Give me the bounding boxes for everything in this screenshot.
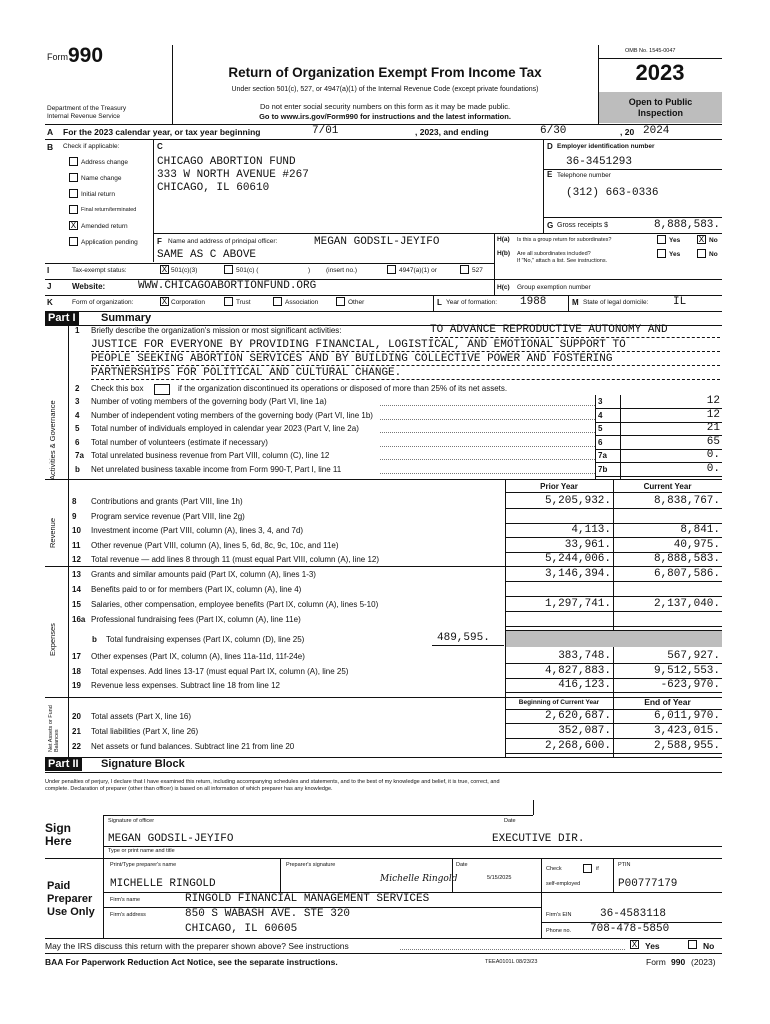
section-g-label: G xyxy=(547,221,554,230)
side-net-assets: Net Assets or Fund Balances xyxy=(48,705,60,752)
discontinued-checkbox[interactable] xyxy=(154,384,170,395)
prior-year-value: 4,827,883. xyxy=(544,664,611,677)
mission-line-3: PEOPLE SEEKING ABORTION SERVICES AND BY BUILDING COLLECTIVE POWER AND FOSTERING xyxy=(91,353,613,365)
part1-label: Part I xyxy=(45,312,79,325)
gov-line-value: 12 xyxy=(706,408,720,421)
mission-line-2: JUSTICE FOR EVERYONE BY PROVIDING FINANCIAL, LOGISTICAL, AND EMOTIONAL SUPPORT TO xyxy=(91,339,626,351)
application-pending-label: Application pending xyxy=(81,239,138,246)
col-beginning: Beginning of Current Year xyxy=(518,699,600,706)
firm-address-2: CHICAGO, IL 60605 xyxy=(185,923,298,935)
amended-return-checkbox[interactable]: X xyxy=(70,221,77,231)
gross-receipts-value: 8,888,583. xyxy=(653,219,720,231)
ha-yes-label: Yes xyxy=(669,237,681,244)
gov-line-leader xyxy=(380,473,595,474)
gov-line-text: Total number of individuals employed in calendar year 2023 (Part V, line 2a) xyxy=(91,424,359,433)
website-value: WWW.CHICAGOABORTIONFUND.ORG xyxy=(138,280,317,292)
line-a-mid: , 2023, and ending xyxy=(415,127,489,137)
money-line-text: Other revenue (Part VIII, column (A), lines 5, 6d, 8c, 9c, 10c, and 11e) xyxy=(91,540,339,550)
gov-line-num: 4 xyxy=(75,410,80,420)
preparer-name: MICHELLE RINGOLD xyxy=(110,878,216,890)
gov-line-value: 65 xyxy=(706,435,720,448)
discuss-no-checkbox[interactable] xyxy=(688,940,697,949)
here-label: Here xyxy=(45,834,72,848)
line16b-text: Total fundraising expenses (Part IX, column (D), line 25) xyxy=(106,635,305,644)
money-line-num: 22 xyxy=(72,742,81,751)
gov-line-value: 0. xyxy=(706,462,720,475)
section-b-title: Check if applicable: xyxy=(63,143,120,150)
omb-number: OMB No. 1545-0047 xyxy=(625,48,676,54)
discuss-question: May the IRS discuss this return with the preparer shown above? See instructions xyxy=(45,941,349,951)
prior-year-value: 2,620,687. xyxy=(544,710,611,722)
gov-line-leader xyxy=(380,459,595,460)
line-k-label: K xyxy=(47,298,53,307)
open-public-1: Open to Public xyxy=(628,97,693,107)
money-line-text: Grants and similar amounts paid (Part IX, column (A), lines 1-3) xyxy=(91,570,316,579)
officer-print-name: MEGAN GODSIL-JEYIFO xyxy=(108,833,234,845)
year-formation-title: Year of formation: xyxy=(446,299,498,306)
phone-no-label: Phone no. xyxy=(546,928,572,934)
col-end-year: End of Year xyxy=(644,697,691,707)
gov-line-text: Net unrelated business taxable income from Form 990-T, Part I, line 11 xyxy=(91,464,342,474)
phone-title: Telephone number xyxy=(557,172,611,179)
section-f-label: F xyxy=(157,237,162,246)
ha-label: H(a) xyxy=(497,236,510,243)
hb-label: H(b) xyxy=(497,250,510,257)
org-address1: 333 W NORTH AVENUE #267 xyxy=(157,169,309,181)
self-employed-checkbox[interactable] xyxy=(583,864,592,873)
gov-line-value: 0. xyxy=(706,449,720,461)
org-name: CHICAGO ABORTION FUND xyxy=(157,156,296,168)
part2-title: Signature Block xyxy=(101,758,185,770)
money-line-rule xyxy=(505,508,722,509)
preparer-ptin: P00777179 xyxy=(618,878,678,890)
current-year-value: 40,975. xyxy=(673,538,720,551)
form-title: Return of Organization Exempt From Income Tax xyxy=(228,65,542,80)
ein-value: 36-3451293 xyxy=(566,156,633,168)
line1-num: 1 xyxy=(75,326,80,335)
ein-title: Employer identification number xyxy=(557,143,655,150)
tax-year-end: 6/30 xyxy=(540,125,567,137)
money-line-text: Program service revenue (Part VIII, line 2g) xyxy=(91,511,245,521)
money-line-rule xyxy=(505,611,722,612)
instructions-notice: Go to www.irs.gov/Form990 for instructions and the latest information. xyxy=(259,112,511,121)
domicile-title: State of legal domicile: xyxy=(583,299,649,306)
discuss-yes-checkbox[interactable]: X xyxy=(631,940,638,950)
other-label: Other xyxy=(348,299,365,306)
line-a-20: , 20 xyxy=(620,127,635,137)
section-e-label: E xyxy=(547,170,553,179)
gov-line-num: 3 xyxy=(75,397,80,406)
line-j-label: J xyxy=(47,282,52,291)
firm-name-label: Firm's name xyxy=(110,897,141,903)
part1-title: Summary xyxy=(101,312,152,324)
tax-exempt-title: Tax-exempt status: xyxy=(72,267,127,274)
hc-label: H(c) xyxy=(497,284,510,291)
gov-line-box: 6 xyxy=(598,437,603,447)
money-line-text: Contributions and grants (Part VIII, line 1h) xyxy=(91,497,243,506)
hb-no-label: No xyxy=(709,251,718,258)
money-line-text: Total assets (Part X, line 16) xyxy=(91,712,192,721)
gov-line-text: Number of voting members of the governing body (Part VI, line 1a) xyxy=(91,397,327,406)
prior-year-value: 416,123. xyxy=(558,679,611,691)
current-year-value: -623,970. xyxy=(660,679,720,691)
gov-line-leader xyxy=(380,405,595,406)
gov-line-box: 3 xyxy=(598,397,603,406)
money-line-text: Total liabilities (Part X, line 26) xyxy=(91,727,199,736)
preparer-date-label: Date xyxy=(456,862,468,868)
money-line-num: 14 xyxy=(72,585,81,594)
corporation-checkbox[interactable]: X xyxy=(161,297,168,307)
website-title: Website: xyxy=(72,282,106,291)
form-subtitle: Under section 501(c), 527, or 4947(a)(1) of the Internal Revenue Code (except private foundations) xyxy=(231,86,539,93)
initial-return-checkbox[interactable] xyxy=(69,189,78,198)
mission-line-4: PARTNERSHIPS FOR POLITICAL AND CULTURAL CHANGE. xyxy=(91,367,402,379)
money-line-num: 21 xyxy=(72,727,81,736)
preparer-label: Preparer xyxy=(47,893,93,905)
current-year-value: 6,807,586. xyxy=(653,568,720,580)
hb-yes-label: Yes xyxy=(669,251,681,258)
firm-name: RINGOLD FINANCIAL MANAGEMENT SERVICES xyxy=(185,893,430,905)
prior-year-value: 352,087. xyxy=(558,725,611,737)
check-label: Check xyxy=(546,866,562,872)
section-c-label: C xyxy=(157,142,163,151)
money-line-num: 8 xyxy=(72,497,77,506)
gov-line-box: 5 xyxy=(598,424,603,433)
baa-notice: BAA For Paperwork Reduction Act Notice, see the separate instructions. xyxy=(45,957,338,967)
officer-address: SAME AS C ABOVE xyxy=(157,249,257,261)
gov-line-num: 7a xyxy=(75,451,84,460)
4947-label: 4947(a)(1) or xyxy=(399,267,437,274)
line2-text-a: Check this box xyxy=(91,384,144,393)
officer-print-title: EXECUTIVE DIR. xyxy=(492,833,585,845)
officer-name: MEGAN GODSIL-JEYIFO xyxy=(314,236,440,248)
firm-ein: 36-4583118 xyxy=(600,908,667,920)
form-word: Form xyxy=(47,52,68,62)
corporation-label: Corporation xyxy=(171,299,205,306)
gov-line-value: 12 xyxy=(706,395,720,407)
current-year-value: 3,423,015. xyxy=(653,725,720,737)
money-line-text: Professional fundraising fees (Part IX, column (A), line 11e) xyxy=(91,615,301,624)
money-line-num: 19 xyxy=(72,681,81,690)
ptin-label: PTIN xyxy=(618,862,631,868)
line-i-label: I xyxy=(47,266,50,275)
col-prior-year: Prior Year xyxy=(540,482,578,491)
amended-return-label: Amended return xyxy=(81,223,128,230)
org-address2: CHICAGO, IL 60610 xyxy=(157,182,270,194)
501c-label: 501(c) ( xyxy=(236,267,259,274)
gov-line-box: 7a xyxy=(598,451,607,460)
final-return-checkbox[interactable] xyxy=(69,205,78,214)
money-line-num: 17 xyxy=(72,652,81,661)
prior-year-value: 4,113. xyxy=(571,524,611,536)
initial-return-label: Initial return xyxy=(81,191,115,198)
gov-line-text: Number of independent voting members of the governing body (Part VI, line 1b) xyxy=(91,410,373,420)
preparer-sig-label: Preparer's signature xyxy=(286,862,336,868)
current-year-value: 2,588,955. xyxy=(653,740,720,752)
firm-address-1: 850 S WABASH AVE. STE 320 xyxy=(185,908,351,920)
prior-year-value: 5,244,006. xyxy=(544,553,611,565)
line2-text-b: if the organization discontinued its operations or disposed of more than 25% of its net assets. xyxy=(178,384,508,393)
gov-line-box: 4 xyxy=(598,410,603,420)
money-line-text: Revenue less expenses. Subtract line 18 from line 12 xyxy=(91,681,280,690)
domicile-value: IL xyxy=(673,296,687,308)
501c3-label: 501(c)(3) xyxy=(171,267,198,274)
gov-line-text: Total number of volunteers (estimate if necessary) xyxy=(91,437,268,447)
501c-close: ) xyxy=(308,267,311,274)
money-line-num: 20 xyxy=(72,712,81,721)
line16b-num: b xyxy=(92,635,97,644)
gov-col-rule xyxy=(620,395,621,479)
gov-line-box: 7b xyxy=(598,464,608,474)
firm-phone: 708-478-5850 xyxy=(590,923,670,935)
current-year-value: 6,011,970. xyxy=(653,710,720,722)
side-activities: Activities & Governance xyxy=(48,400,57,480)
line1-text: Briefly describe the organization's mission or most significant activities: xyxy=(91,326,342,335)
side-revenue: Revenue xyxy=(48,517,57,548)
ha-no-checkbox[interactable]: X xyxy=(698,235,705,245)
line-a-text: For the 2023 calendar year, or tax year beginning xyxy=(63,127,261,137)
4947-checkbox[interactable] xyxy=(387,265,396,274)
use-only-label: Use Only xyxy=(47,906,95,918)
line-m-label: M xyxy=(572,298,579,307)
gov-line-text: Total unrelated business revenue from Part VIII, column (C), line 12 xyxy=(91,451,330,460)
money-line-num: 11 xyxy=(72,540,81,550)
money-line-text: Salaries, other compensation, employee benefits (Part IX, column (A), lines 5-10) xyxy=(91,600,379,609)
footer-form-label: Form xyxy=(646,957,666,967)
hb-text1: Are all subordinates included? xyxy=(517,251,591,257)
penalty-line-1: Under penalties of perjury, I declare that I have examined this return, including accompanying schedules and statements, and to the best of my knowledge and belief, it is true, correct, and xyxy=(45,779,500,785)
current-year-value: 9,512,553. xyxy=(653,664,720,677)
money-line-num: 10 xyxy=(72,526,81,535)
if-label: if xyxy=(596,866,599,872)
gov-line-rule xyxy=(595,476,722,477)
open-public-2: Inspection xyxy=(637,108,683,118)
col-current-year: Current Year xyxy=(643,482,692,491)
prior-year-value: 2,268,600. xyxy=(544,740,611,752)
money-line-text: Total expenses. Add lines 13-17 (must equal Part IX, column (A), line 25) xyxy=(91,666,349,676)
current-year-value: 8,888,583. xyxy=(653,553,720,565)
501c3-checkbox[interactable]: X xyxy=(161,265,168,275)
section-d-label: D xyxy=(547,142,553,151)
gov-line-leader xyxy=(380,419,595,420)
prior-year-value: 3,146,394. xyxy=(544,568,611,580)
money-line-text: Investment income (Part VIII, column (A), lines 3, 4, and 7d) xyxy=(91,526,304,535)
money-line-num: 16a xyxy=(72,615,86,624)
address-change-checkbox[interactable] xyxy=(69,157,78,166)
money-line-num: 13 xyxy=(72,570,81,579)
form-number: 990 xyxy=(68,44,104,67)
tax-year-begin: 7/01 xyxy=(312,125,339,137)
preparer-signature: Michelle Ringold xyxy=(380,874,458,884)
discuss-yes-label: Yes xyxy=(645,941,660,951)
self-employed-label: self-employed xyxy=(546,881,581,887)
money-line-num: 12 xyxy=(72,555,81,564)
money-line-rule xyxy=(505,753,722,754)
sig-date-label: Date xyxy=(504,818,516,824)
hb-yes-checkbox[interactable] xyxy=(657,249,666,258)
line2-num: 2 xyxy=(75,384,80,393)
current-year-value: 8,838,767. xyxy=(653,495,720,507)
firm-ein-label: Firm's EIN xyxy=(546,912,572,918)
money-line-num: 15 xyxy=(72,600,81,609)
money-line-text: Benefits paid to or for members (Part IX, column (A), line 4) xyxy=(91,585,302,594)
ha-no-label: No xyxy=(709,237,718,244)
current-year-value: 8,841. xyxy=(680,524,720,536)
penalty-line-2: complete. Declaration of preparer (other than officer) is based on all information of which preparer has any knowledge. xyxy=(45,786,333,792)
application-pending-checkbox[interactable] xyxy=(69,237,78,246)
year-formation-value: 1988 xyxy=(520,296,547,308)
ha-text: Is this a group return for subordinates? xyxy=(517,237,612,243)
type-name-label: Type or print name and title xyxy=(108,848,175,854)
form-code: TEEA0101L 08/23/23 xyxy=(485,959,538,965)
gov-line-num: b xyxy=(75,464,80,474)
section-b-label: B xyxy=(47,142,54,152)
trust-label: Trust xyxy=(236,299,251,306)
gov-line-leader xyxy=(380,446,595,447)
association-checkbox[interactable] xyxy=(273,297,282,306)
money-line-rule xyxy=(505,738,722,739)
money-line-rule xyxy=(505,723,722,724)
discuss-no-label: No xyxy=(703,941,715,951)
money-line-num: 9 xyxy=(72,511,77,521)
firm-address-label: Firm's address xyxy=(110,912,146,918)
money-line-rule xyxy=(505,626,722,627)
ssn-notice: Do not enter social security numbers on this form as it may be made public. xyxy=(259,102,511,111)
current-year-value: 2,137,040. xyxy=(653,598,720,610)
sign-label: Sign xyxy=(45,821,71,835)
gov-line-leader xyxy=(380,432,595,433)
form-org-title: Form of organization: xyxy=(72,299,134,306)
prior-year-value: 5,205,932. xyxy=(544,495,611,507)
gov-line-value: 21 xyxy=(706,422,720,434)
money-line-rule xyxy=(505,581,722,582)
address-change-label: Address change xyxy=(81,159,128,166)
money-line-rule xyxy=(505,566,722,567)
side-expenses: Expenses xyxy=(48,623,57,656)
association-label: Association xyxy=(285,299,319,306)
other-checkbox[interactable] xyxy=(336,297,345,306)
dept-line2: Internal Revenue Service xyxy=(47,113,120,120)
dept-line1: Department of the Treasury xyxy=(47,105,127,112)
tax-year-end-year: 2024 xyxy=(643,125,670,137)
paid-label: Paid xyxy=(47,880,71,892)
money-line-rule xyxy=(505,692,722,693)
sig-officer-label: Signature of officer xyxy=(108,818,155,824)
501c-checkbox[interactable] xyxy=(224,265,233,274)
line16b-value: 489,595. xyxy=(437,632,490,644)
ha-yes-checkbox[interactable] xyxy=(657,235,666,244)
prior-year-value: 383,748. xyxy=(558,650,611,662)
officer-title: Name and address of principal officer: xyxy=(168,238,278,245)
part2-label: Part II xyxy=(45,758,82,771)
hb-no-checkbox[interactable] xyxy=(697,249,706,258)
money-line-text: Net assets or fund balances. Subtract line 21 from line 20 xyxy=(91,742,295,751)
hc-text: Group exemption number xyxy=(517,284,591,291)
trust-checkbox[interactable] xyxy=(224,297,233,306)
prior-year-value: 1,297,741. xyxy=(544,598,611,610)
gov-col-rule xyxy=(595,395,596,479)
name-change-checkbox[interactable] xyxy=(69,173,78,182)
money-line-num: 18 xyxy=(72,666,81,676)
hb-text2: If "No," attach a list. See instructions. xyxy=(517,258,608,264)
name-change-label: Name change xyxy=(81,175,122,182)
line-a-label: A xyxy=(47,127,54,137)
final-return-label: Final return/terminated xyxy=(81,207,137,213)
501c-insert: (insert no.) xyxy=(326,267,358,274)
527-checkbox[interactable] xyxy=(460,265,469,274)
527-label: 527 xyxy=(472,267,483,274)
footer-form-num: 990 xyxy=(671,957,686,967)
preparer-date: 5/15/2025 xyxy=(487,875,512,881)
prior-year-value: 33,961. xyxy=(564,538,611,551)
mission-line-1: TO ADVANCE REPRODUCTIVE AUTONOMY AND xyxy=(430,324,668,336)
phone-value: (312) 663-0336 xyxy=(566,187,659,199)
line-l-label: L xyxy=(437,298,442,307)
tax-year: 2023 xyxy=(635,60,685,85)
preparer-name-label: Print/Type preparer's name xyxy=(110,862,177,868)
money-line-text: Other expenses (Part IX, column (A), lines 11a-11d, 11f-24e) xyxy=(91,652,305,661)
gov-line-num: 6 xyxy=(75,437,80,447)
gov-line-num: 5 xyxy=(75,424,80,433)
gross-receipts-title: Gross receipts $ xyxy=(557,222,608,229)
money-line-text: Total revenue — add lines 8 through 11 (must equal Part VIII, column (A), line 12) xyxy=(91,555,379,564)
footer-form-year: (2023) xyxy=(691,957,716,967)
current-year-value: 567,927. xyxy=(667,650,720,662)
money-line-rule xyxy=(505,596,722,597)
